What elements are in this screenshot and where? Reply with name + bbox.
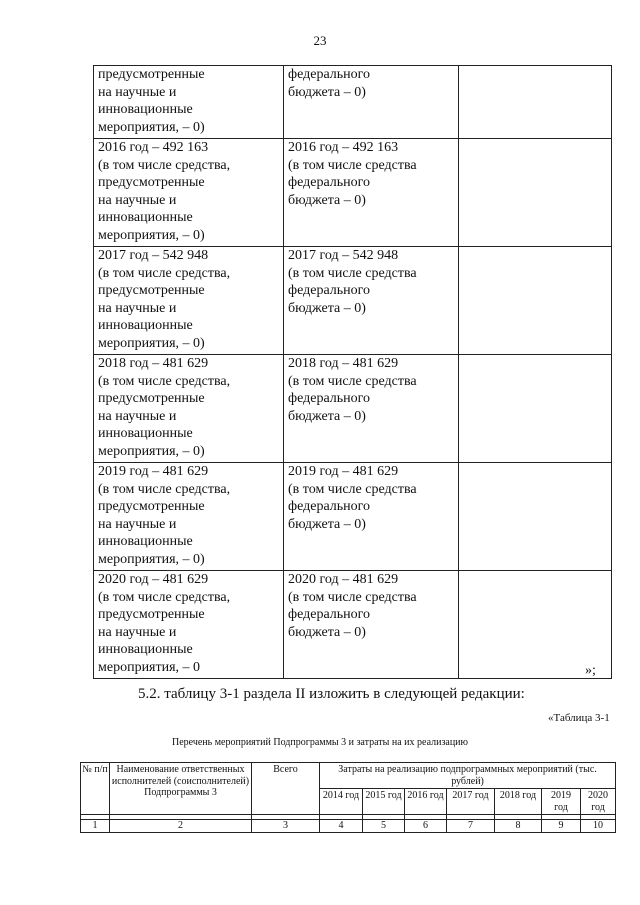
cell-line: бюджета – 0) (288, 192, 366, 208)
year-header: 2017 год (447, 789, 495, 815)
amendment-instruction: 5.2. таблицу 3-1 раздела II изложить в следующей редакции: (138, 686, 525, 702)
funding-row (94, 139, 612, 247)
column-number: 9 (542, 820, 581, 833)
funding-cell-2 (284, 247, 459, 355)
events-table (80, 762, 616, 833)
cell-line: предусмотренные (98, 607, 205, 622)
cell-line: мероприятия, – 0) (98, 119, 205, 135)
cell-line: предусмотренные (98, 175, 205, 190)
cell-line: (в том числе средства (288, 265, 417, 281)
year-header: 2014 год (320, 789, 363, 815)
header-total: Всего (252, 763, 320, 815)
funding-cell-1 (94, 139, 284, 247)
year-header: 2015 год (363, 789, 405, 815)
column-number: 7 (447, 820, 495, 833)
cell-line: инновационные (98, 210, 193, 225)
cell-line: (в том числе средства, (98, 589, 231, 605)
year-header: 2019 год (542, 789, 581, 815)
cell-line: мероприятия, – 0) (98, 443, 205, 459)
column-number: 10 (581, 820, 616, 833)
cell-line: на научные и (98, 300, 177, 316)
funding-row (94, 355, 612, 463)
cell-line: на научные и (98, 624, 177, 640)
cell-line: на научные и (98, 516, 177, 532)
header-name: Наименование ответственных исполнителей (соисполнителей) Подпрограммы 3 (110, 763, 252, 815)
funding-cell-1 (94, 571, 284, 679)
cell-line: (в том числе средства, (98, 373, 231, 389)
cell-line: инновационные (98, 642, 193, 657)
cell-line: федерального (288, 175, 371, 190)
funding-cell-3 (459, 247, 612, 355)
cell-line: 2018 год – 481 629 (288, 356, 399, 371)
cell-line: федерального (288, 67, 371, 82)
cell-line: (в том числе средства (288, 157, 417, 173)
cell-line: инновационные (98, 426, 193, 441)
table-label: «Таблица 3-1 (548, 712, 610, 724)
funding-row (94, 463, 612, 571)
funding-cell-2 (284, 355, 459, 463)
year-header: 2020 год (581, 789, 616, 815)
cell-line: на научные и (98, 408, 177, 424)
cell-line: федерального (288, 607, 371, 622)
cell-line: мероприятия, – 0) (98, 335, 205, 351)
cell-line: (в том числе средства (288, 481, 417, 497)
funding-cell-3 (459, 139, 612, 247)
events-column-numbers-row (81, 820, 616, 833)
table-title: Перечень мероприятий Подпрограммы 3 и затраты на их реализацию (171, 737, 469, 748)
column-number: 8 (495, 820, 542, 833)
cell-line: предусмотренные (98, 391, 205, 406)
column-number: 6 (405, 820, 447, 833)
cell-line: инновационные (98, 534, 193, 549)
year-header: 2016 год (405, 789, 447, 815)
cell-line: бюджета – 0) (288, 408, 366, 424)
funding-cell-2 (284, 66, 459, 139)
cell-line: предусмотренные (98, 67, 205, 82)
cell-line: мероприятия, – 0) (98, 551, 205, 567)
funding-cell-1 (94, 66, 284, 139)
header-costs: Затраты на реализацию подпрограммных мероприятий (тыс. рублей) (320, 763, 616, 789)
cell-line: федерального (288, 391, 371, 406)
cell-line: 2016 год – 492 163 (98, 140, 209, 155)
column-number: 4 (320, 820, 363, 833)
cell-line: предусмотренные (98, 283, 205, 298)
column-number: 3 (252, 820, 320, 833)
funding-cell-2 (284, 139, 459, 247)
funding-cell-2 (284, 571, 459, 679)
funding-cell-3 (459, 463, 612, 571)
cell-line: (в том числе средства, (98, 481, 231, 497)
cell-line: мероприятия, – 0 (98, 659, 201, 675)
funding-cell-2 (284, 463, 459, 571)
cell-line: 2020 год – 481 629 (288, 572, 399, 587)
cell-line: 2020 год – 481 629 (98, 572, 209, 587)
cell-line: бюджета – 0) (288, 624, 366, 640)
events-header-row (81, 763, 616, 789)
funding-row (94, 571, 612, 679)
cell-line: на научные и (98, 192, 177, 208)
funding-cell-3 (459, 355, 612, 463)
cell-line: мероприятия, – 0) (98, 227, 205, 243)
cell-line: 2019 год – 481 629 (288, 464, 399, 479)
column-number: 1 (81, 820, 110, 833)
cell-line: 2017 год – 542 948 (288, 248, 399, 263)
column-number: 2 (110, 820, 252, 833)
funding-cell-1 (94, 355, 284, 463)
funding-cell-1 (94, 247, 284, 355)
page-number: 23 (313, 33, 327, 48)
column-number: 5 (363, 820, 405, 833)
cell-line: федерального (288, 283, 371, 298)
funding-row (94, 247, 612, 355)
cell-line: (в том числе средства (288, 373, 417, 389)
cell-line: на научные и (98, 84, 177, 100)
cell-line: 2018 год – 481 629 (98, 356, 209, 371)
funding-cell-1 (94, 463, 284, 571)
cell-line: федерального (288, 499, 371, 514)
cell-line: инновационные (98, 318, 193, 333)
header-num: № п/п (81, 763, 110, 815)
cell-line: бюджета – 0) (288, 300, 366, 316)
cell-line: предусмотренные (98, 499, 205, 514)
funding-table (93, 65, 612, 679)
cell-line: 2017 год – 542 948 (98, 248, 209, 263)
year-header: 2018 год (495, 789, 542, 815)
cell-line: (в том числе средства, (98, 157, 231, 173)
cell-line: (в том числе средства (288, 589, 417, 605)
cell-line: 2016 год – 492 163 (288, 140, 399, 155)
funding-cell-3 (459, 66, 612, 139)
cell-line: бюджета – 0) (288, 84, 366, 100)
cell-line: бюджета – 0) (288, 516, 366, 532)
cell-line: (в том числе средства, (98, 265, 231, 281)
cell-line: инновационные (98, 102, 193, 117)
closing-quote: »; (585, 663, 596, 678)
funding-row (94, 66, 612, 139)
cell-line: 2019 год – 481 629 (98, 464, 209, 479)
